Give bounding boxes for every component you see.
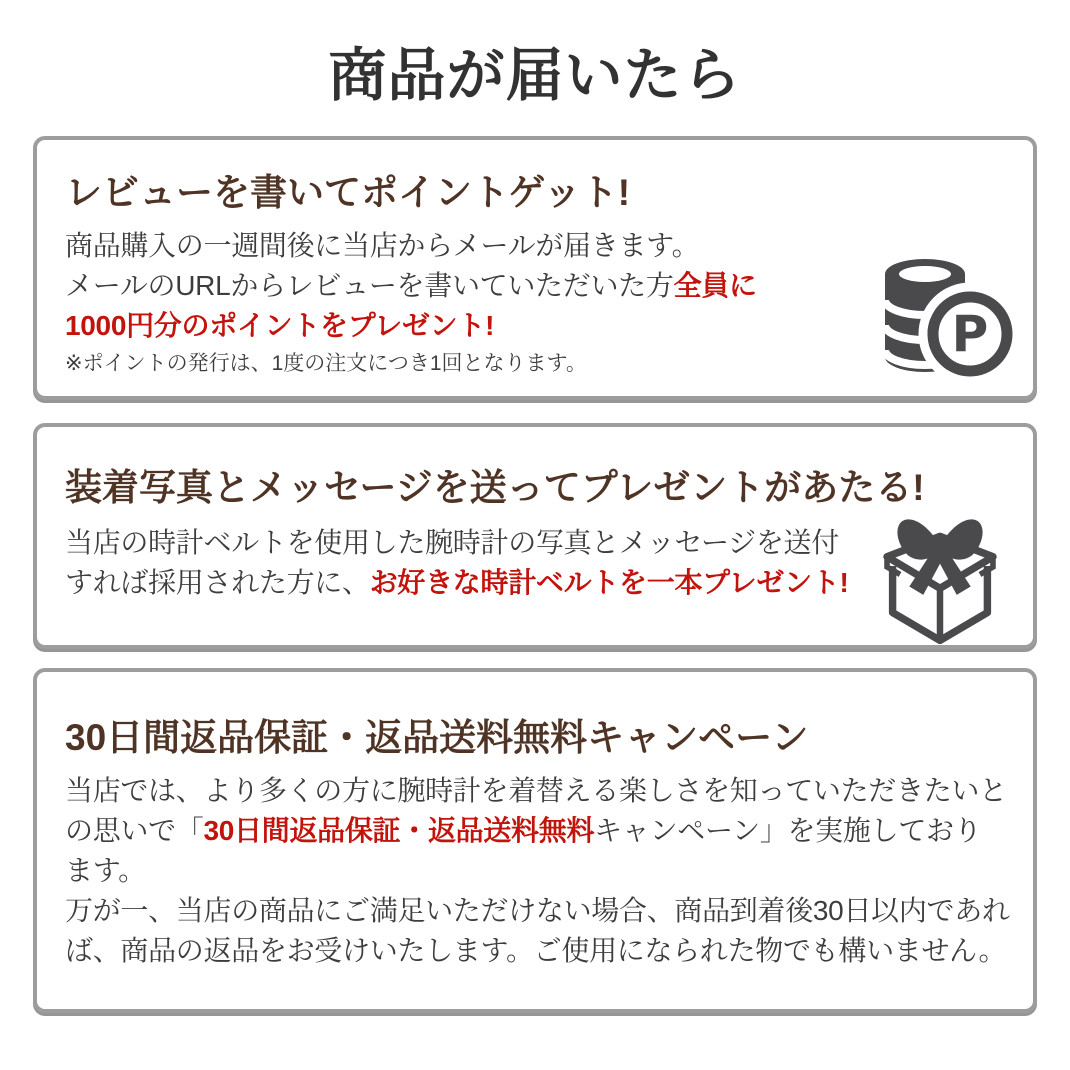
body-text: ます。 (65, 855, 146, 886)
body-line (65, 851, 1005, 891)
photo-present-body (65, 523, 1005, 603)
highlighted-text: お好きな時計ベルトを一本プレゼント! (369, 567, 849, 598)
body-text: 当店の時計ベルトを使用した腕時計の写真とメッセージを送付 (65, 527, 839, 558)
body-line (65, 226, 1005, 266)
return-guarantee-heading: 30日間返品保証・返品送料無料キャンペーン (65, 717, 809, 758)
svg-text:P: P (951, 305, 989, 363)
body-text: ば、商品の返品をお受けいたします。ご使用になられた物でも構いません。 (65, 935, 1007, 966)
photo-present-card (33, 423, 1037, 649)
body-text: 万が一、当店の商品にご満足いただけない場合、商品到着後30日以内であれ (65, 895, 1010, 926)
body-text: 当店では、より多くの方に腕時計を着替える楽しさを知っていただきたいと (65, 775, 1007, 806)
return-guarantee-body (65, 771, 1010, 971)
review-points-body (65, 226, 1005, 346)
body-line (65, 266, 1005, 306)
body-text: キャンペーン」を実施しており (594, 815, 982, 846)
body-line (65, 811, 1005, 851)
review-points-card (33, 136, 1037, 400)
return-guarantee-card (33, 668, 1037, 1013)
point-coins-icon (873, 244, 1013, 384)
review-points-heading: レビューを書いてポイントゲット! (65, 172, 631, 213)
body-line (65, 563, 1005, 603)
body-line (65, 771, 1005, 811)
body-text: の思いで「 (65, 815, 204, 846)
body-text: メールのURLからレビューを書いていただいた方 (65, 270, 674, 301)
body-text: すれば採用された方に、 (65, 567, 370, 598)
photo-present-card-inner (37, 467, 1033, 603)
body-text: 商品購入の一週間後に当店からメールが届きます。 (65, 230, 700, 261)
photo-present-heading: 装着写真とメッセージを送ってプレゼントがあたる! (65, 467, 925, 508)
gift-box-icon (869, 501, 1011, 659)
review-points-card-inner (37, 172, 1033, 377)
body-line (65, 931, 1005, 971)
review-points-note: ※ポイントの発行は、1度の注文につき1回となります。 (65, 352, 587, 375)
highlighted-text: 30日間返品保証・返品送料無料 (203, 815, 595, 846)
page-title: 商品が届いたら (328, 43, 742, 108)
body-line (65, 891, 1010, 931)
highlighted-text: 1000円分のポイントをプレゼント! (65, 310, 495, 341)
return-guarantee-card-inner (37, 717, 1033, 971)
highlighted-text: 全員に (673, 270, 757, 301)
body-line (65, 306, 1005, 346)
body-line (65, 523, 1005, 563)
